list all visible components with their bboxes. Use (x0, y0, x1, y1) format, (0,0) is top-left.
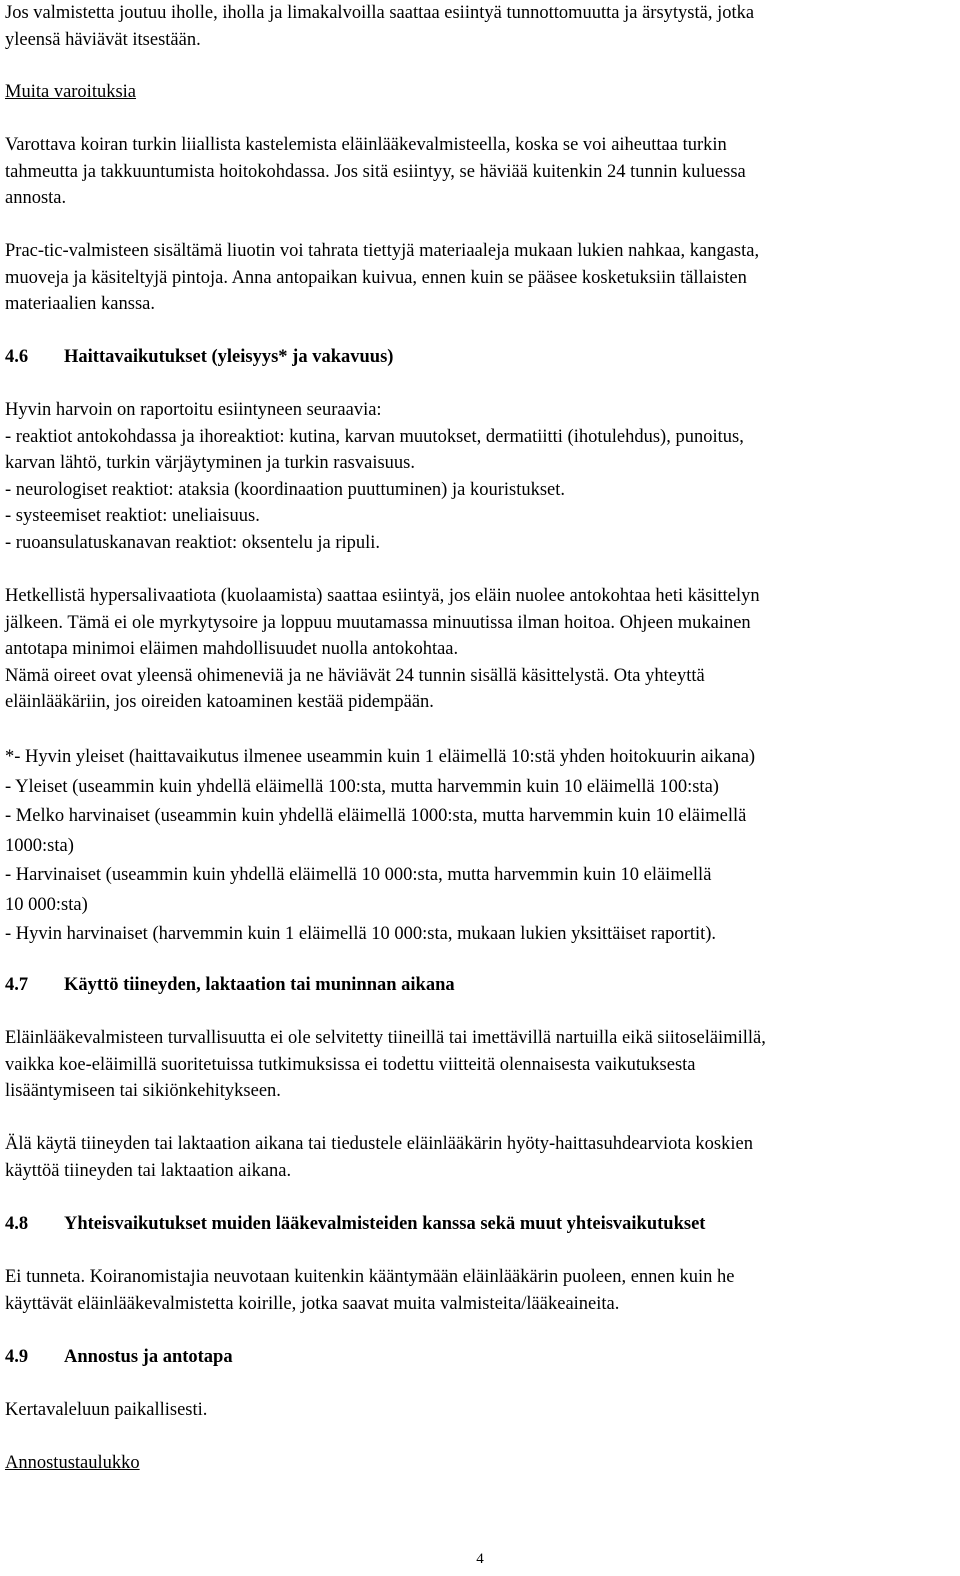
paragraph-interactions: Ei tunneta. Koiranomistajia neuvotaan kuitenkin kääntymään eläinlääkärin puoleen, ennen kuin he käyttävät eläinlääkevalmistetta koirille, jotka saavat muita valmisteita/lääkeaineita. (5, 1267, 735, 1314)
paragraph-dosage-method: Kertavaleluun paikallisesti. (5, 1400, 208, 1420)
paragraph-hypersalivation: Hetkellistä hypersalivaatiota (kuolaamista) saattaa esiintyä, jos eläin nuolee antokohtaa heti käsittelyn jälkeen. Tämä ei ole myrkytysoire ja loppuu muutamassa minuutissa ilman hoitoa. Ohjeen mukainen antotapa minimoi eläimen mahdollisuudet nuolla antokohtaa. Nämä oireet ovat yleensä ohimeneviä ja ne häviävät 24 tunnin sisällä käsittelystä. Ota yhteyttä eläinlääkäriin, jos oireiden katoaminen kestää pidempään. (5, 586, 760, 712)
paragraph-solvent-stains: Prac-tic-valmisteen sisältämä liuotin voi tahrata tiettyjä materiaaleja mukaan lukien nahkaa, kangasta, muoveja ja käsiteltyjä pintoja. Anna antopaikan kuivua, ennen kuin se pääsee kosketuksiin tällaisten materiaalien kanssa. (5, 241, 760, 314)
section-heading-4-6: 4.6 Haittavaikutukset (yleisyys* ja vakavuus) (5, 347, 394, 367)
paragraph-skin-exposure: Jos valmistetta joutuu iholle, iholla ja limakalvoilla saattaa esiintyä tunnottomuutta ja ärsytystä, jotka yleensä häviävät itsestään. (5, 3, 755, 50)
paragraph-adverse-reactions: Hyvin harvoin on raportoitu esiintyneen seuraavia: - reaktiot antokohdassa ja ihoreaktiot: kutina, karvan muutokset, dermatiitti (ihotulehdus), punoitus, karvan lähtö, turkin värjäytyminen ja turkin rasvaisuus. - neurologiset reaktiot: ataksia (koordinaation puuttuminen) ja kouristukset. - systeemiset reaktiot: uneliaisuus. - ruoansulatuskanavan reaktiot: oksentelu ja ripuli. (5, 400, 744, 553)
section-heading-4-8: 4.8 Yhteisvaikutukset muiden lääkevalmisteiden kanssa sekä muut yhteisvaikutukset (5, 1214, 706, 1234)
section-heading-4-9: 4.9 Annostus ja antotapa (5, 1347, 233, 1367)
paragraph-coat-wetting: Varottava koiran turkin liiallista kastelemista eläinlääkevalmisteella, koska se voi aiheuttaa turkin tahmeutta ja takkuuntumista hoitokohdassa. Jos sitä esiintyy, se häviää kuitenkin 24 tunnin kuluessa annosta. (5, 135, 746, 208)
section-heading-4-7: 4.7 Käyttö tiineyden, laktaation tai muninnan aikana (5, 975, 455, 995)
heading-dosage-table: Annostustaulukko (5, 1453, 140, 1473)
paragraph-frequency-definitions: *- Hyvin yleiset (haittavaikutus ilmenee useammin kuin 1 eläimellä 10:stä yhden hoitokuurin aikana) - Yleiset (useammin kuin yhdellä eläimellä 100:sta, mutta harvemmin kuin 10 eläimellä 100:sta) - Melko harvinaiset (useammin kuin yhdellä eläimellä 1000:sta, mutta harvemmin kuin 10 eläimellä 1000:sta) - Harvinaiset (useammin kuin yhdellä eläimellä 10 000:sta, mutta harvemmin kuin 10 eläimellä 10 000:sta) - Hyvin harvinaiset (harvemmin kuin 1 eläimellä 10 000:sta, mukaan lukien yksittäiset raportit). (5, 747, 756, 944)
page-number: 4 (476, 1551, 484, 1567)
paragraph-pregnancy-safety: Eläinlääkevalmisteen turvallisuutta ei ole selvitetty tiineillä tai imettävillä nartuilla eikä siitoseläimillä, vaikka koe-eläimillä suoritetuissa tutkimuksissa ei todettu viitteitä olennaisesta vaikutuksesta lisääntymiseen tai sikiönkehitykseen. (5, 1028, 766, 1101)
heading-other-warnings: Muita varoituksia (5, 82, 137, 102)
paragraph-pregnancy-use: Älä käytä tiineyden tai laktaation aikana tai tiedustele eläinlääkärin hyöty-haittasuhdearviota koskien käyttöä tiineyden tai laktaation aikana. (5, 1134, 753, 1181)
